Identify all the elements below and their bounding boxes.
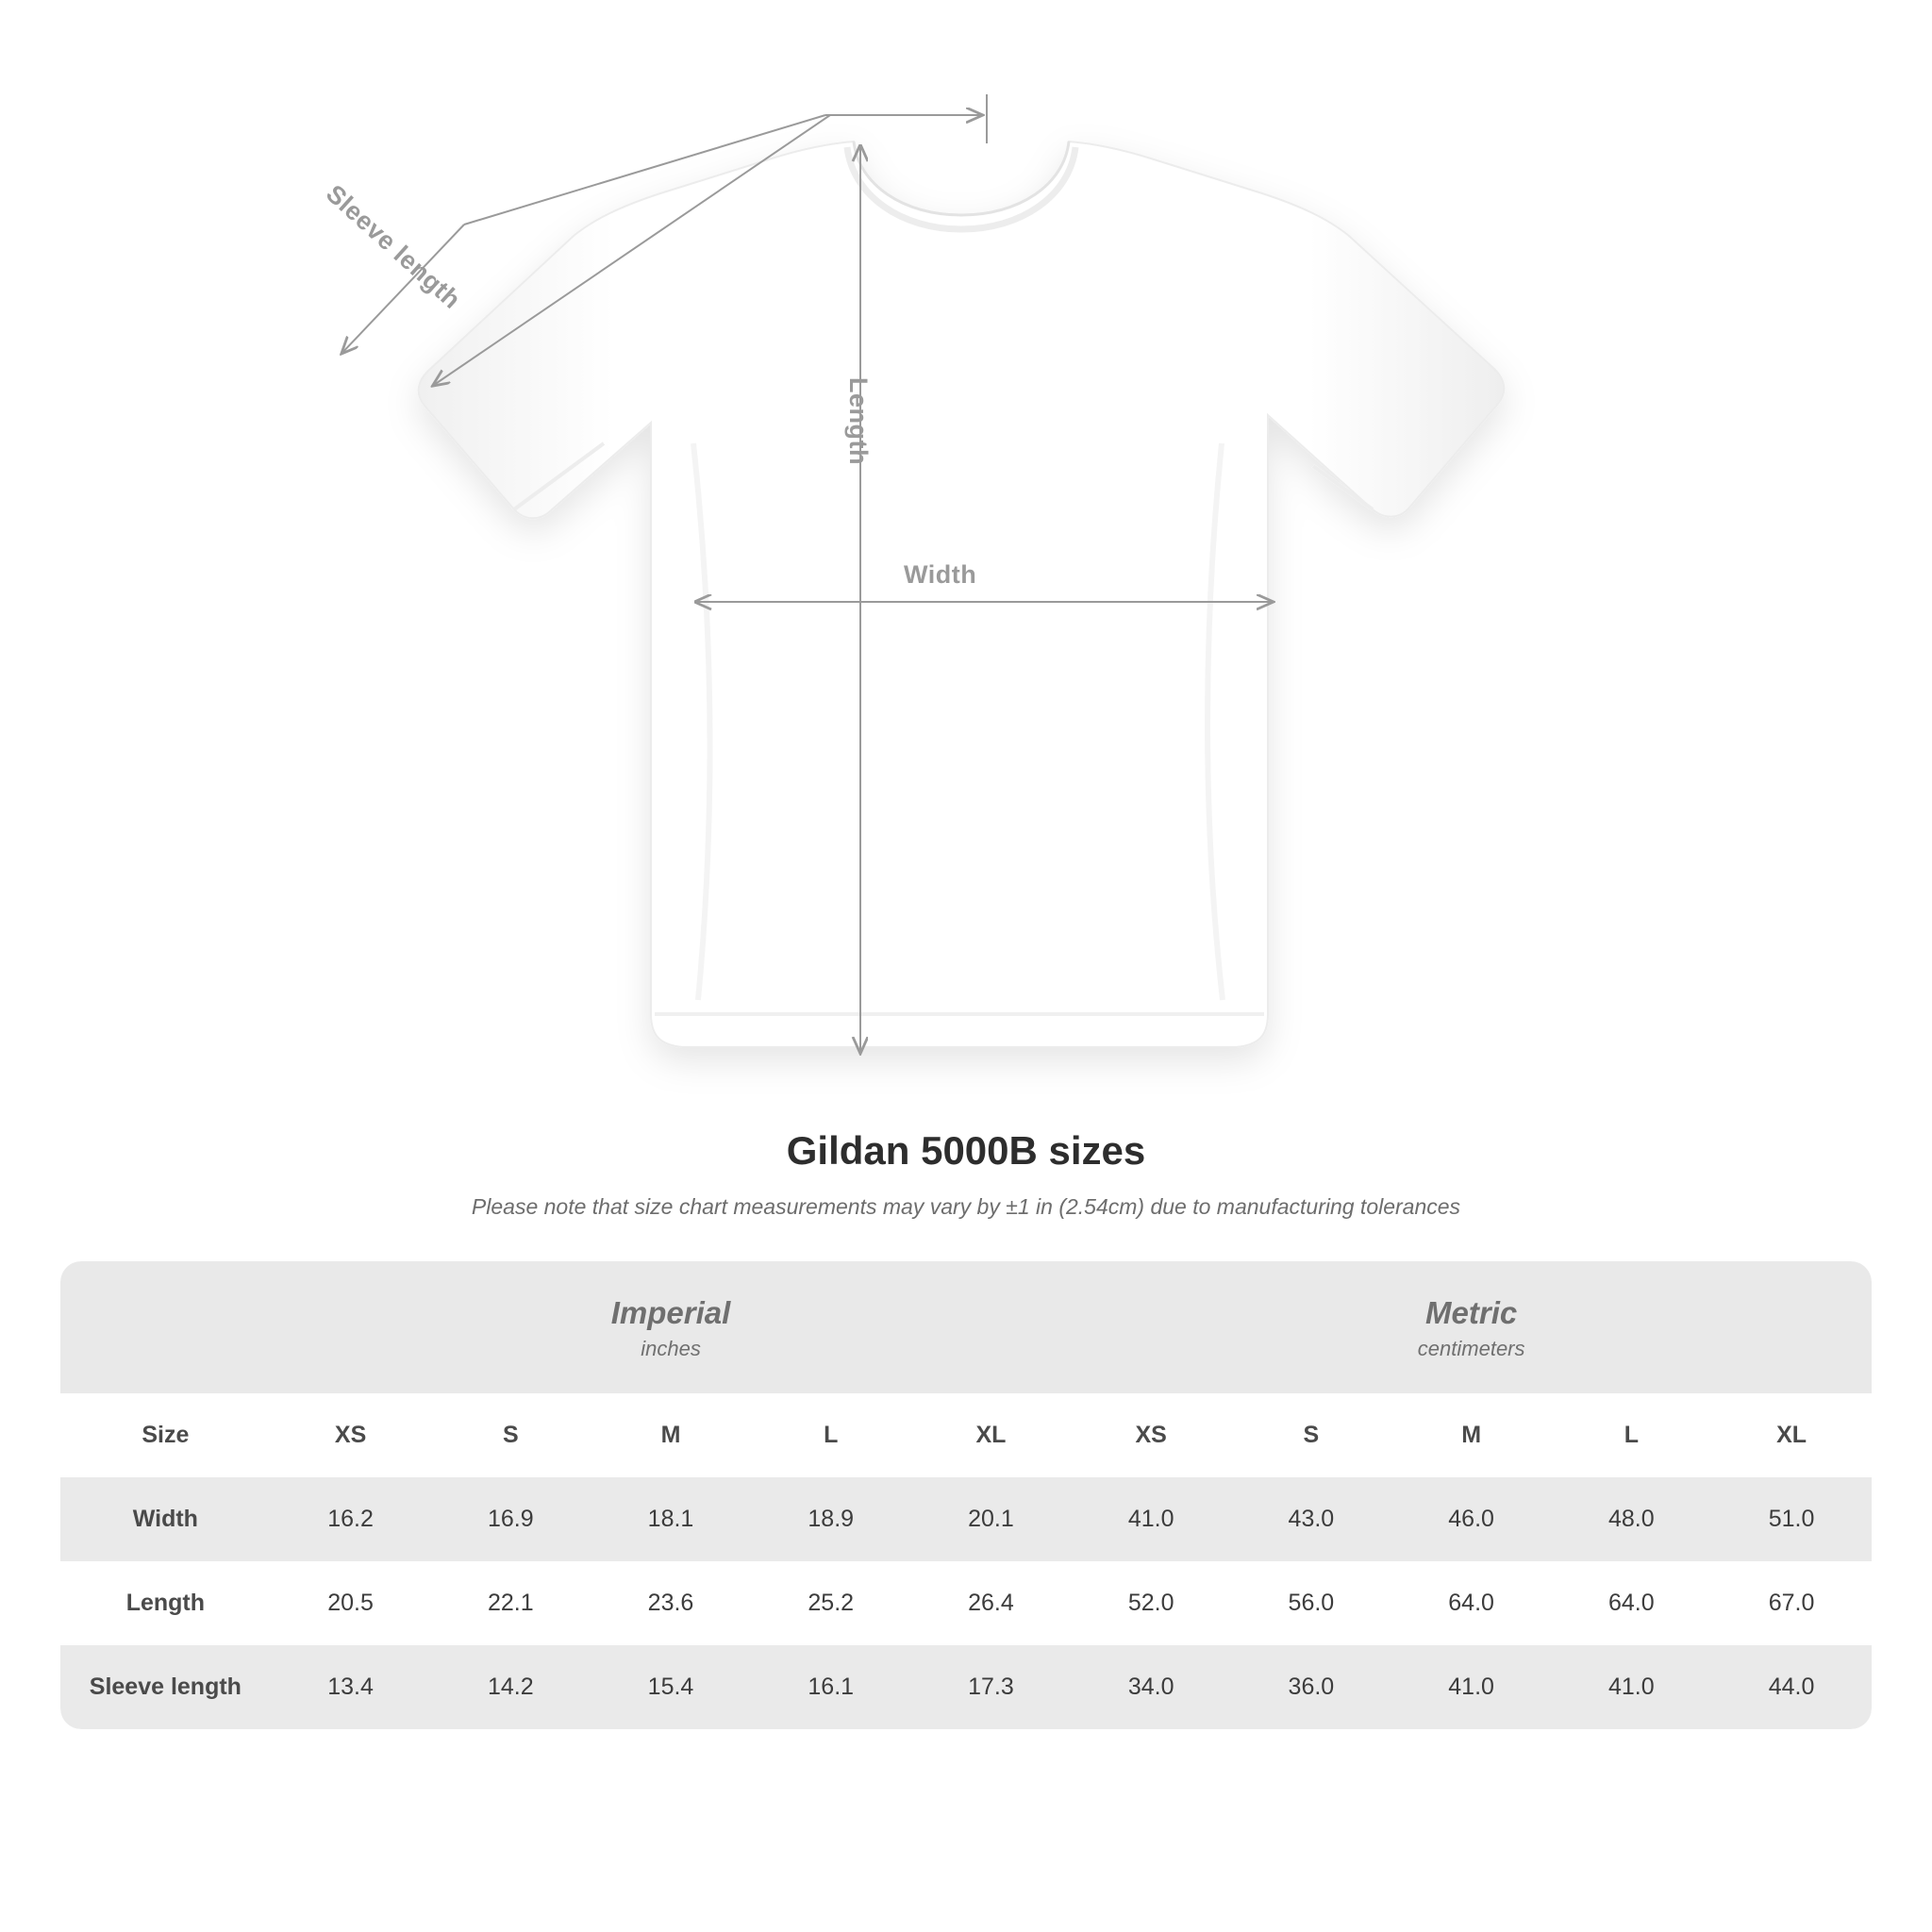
cell-sleeve-metric-xl: 44.0 bbox=[1711, 1645, 1872, 1729]
column-header-metric-xl: XL bbox=[1711, 1393, 1872, 1477]
column-header-imperial-xs: XS bbox=[271, 1393, 431, 1477]
column-header-row bbox=[60, 1393, 1872, 1477]
column-header-size: Size bbox=[60, 1393, 271, 1477]
cell-width-metric-m: 46.0 bbox=[1391, 1477, 1552, 1561]
cell-sleeve-imperial-l: 16.1 bbox=[751, 1645, 911, 1729]
size-table-wrapper bbox=[60, 1261, 1872, 1729]
column-header-metric-s: S bbox=[1231, 1393, 1391, 1477]
cell-length-imperial-xs: 20.5 bbox=[271, 1561, 431, 1645]
cell-width-imperial-xs: 16.2 bbox=[271, 1477, 431, 1561]
length-label: Length bbox=[844, 377, 873, 465]
cell-length-imperial-s: 22.1 bbox=[430, 1561, 591, 1645]
cell-length-metric-xs: 52.0 bbox=[1071, 1561, 1231, 1645]
cell-width-metric-xl: 51.0 bbox=[1711, 1477, 1872, 1561]
cell-width-imperial-xl: 20.1 bbox=[911, 1477, 1072, 1561]
unit-group-metric-sub: centimeters bbox=[1417, 1337, 1525, 1361]
column-header-metric-m: M bbox=[1391, 1393, 1552, 1477]
unit-group-metric-name: Metric bbox=[1425, 1295, 1518, 1330]
cell-length-imperial-l: 25.2 bbox=[751, 1561, 911, 1645]
width-label: Width bbox=[904, 560, 977, 589]
unit-group-imperial-sub: inches bbox=[641, 1337, 701, 1361]
cell-sleeve-imperial-xl: 17.3 bbox=[911, 1645, 1072, 1729]
cell-length-metric-xl: 67.0 bbox=[1711, 1561, 1872, 1645]
cell-sleeve-metric-l: 41.0 bbox=[1551, 1645, 1711, 1729]
unit-spacer-cell bbox=[60, 1261, 271, 1393]
title-block bbox=[0, 1128, 1932, 1220]
column-header-imperial-m: M bbox=[591, 1393, 751, 1477]
cell-length-imperial-m: 23.6 bbox=[591, 1561, 751, 1645]
table-row bbox=[60, 1477, 1872, 1561]
cell-width-imperial-m: 18.1 bbox=[591, 1477, 751, 1561]
cell-sleeve-metric-m: 41.0 bbox=[1391, 1645, 1552, 1729]
cell-length-metric-l: 64.0 bbox=[1551, 1561, 1711, 1645]
cell-width-metric-l: 48.0 bbox=[1551, 1477, 1711, 1561]
cell-sleeve-metric-s: 36.0 bbox=[1231, 1645, 1391, 1729]
unit-group-metric bbox=[1071, 1261, 1872, 1393]
column-header-imperial-xl: XL bbox=[911, 1393, 1072, 1477]
cell-sleeve-metric-xs: 34.0 bbox=[1071, 1645, 1231, 1729]
unit-group-imperial bbox=[271, 1261, 1072, 1393]
table-row bbox=[60, 1561, 1872, 1645]
sleeve-length-label: Sleeve length bbox=[320, 179, 467, 315]
cell-width-imperial-l: 18.9 bbox=[751, 1477, 911, 1561]
column-header-imperial-l: L bbox=[751, 1393, 911, 1477]
unit-group-imperial-name: Imperial bbox=[610, 1295, 731, 1330]
cell-sleeve-imperial-m: 15.4 bbox=[591, 1645, 751, 1729]
cell-length-imperial-xl: 26.4 bbox=[911, 1561, 1072, 1645]
cell-width-imperial-s: 16.9 bbox=[430, 1477, 591, 1561]
column-header-metric-xs: XS bbox=[1071, 1393, 1231, 1477]
cell-sleeve-imperial-s: 14.2 bbox=[430, 1645, 591, 1729]
tshirt-shape bbox=[419, 142, 1505, 1047]
page-title: Gildan 5000B sizes bbox=[786, 1128, 1146, 1173]
cell-sleeve-imperial-xs: 13.4 bbox=[271, 1645, 431, 1729]
cell-length-metric-m: 64.0 bbox=[1391, 1561, 1552, 1645]
column-header-metric-l: L bbox=[1551, 1393, 1711, 1477]
cell-width-metric-xs: 41.0 bbox=[1071, 1477, 1231, 1561]
column-header-imperial-s: S bbox=[430, 1393, 591, 1477]
cell-length-metric-s: 56.0 bbox=[1231, 1561, 1391, 1645]
row-label-length: Length bbox=[60, 1561, 271, 1645]
size-table bbox=[60, 1261, 1872, 1729]
table-row bbox=[60, 1645, 1872, 1729]
row-label-width: Width bbox=[60, 1477, 271, 1561]
unit-header-row bbox=[60, 1261, 1872, 1393]
row-label-sleeve-length: Sleeve length bbox=[60, 1645, 271, 1729]
tolerance-note: Please note that size chart measurements may vary by ±1 in (2.54cm) due to manufacturing tolerances bbox=[471, 1194, 1461, 1219]
cell-width-metric-s: 43.0 bbox=[1231, 1477, 1391, 1561]
